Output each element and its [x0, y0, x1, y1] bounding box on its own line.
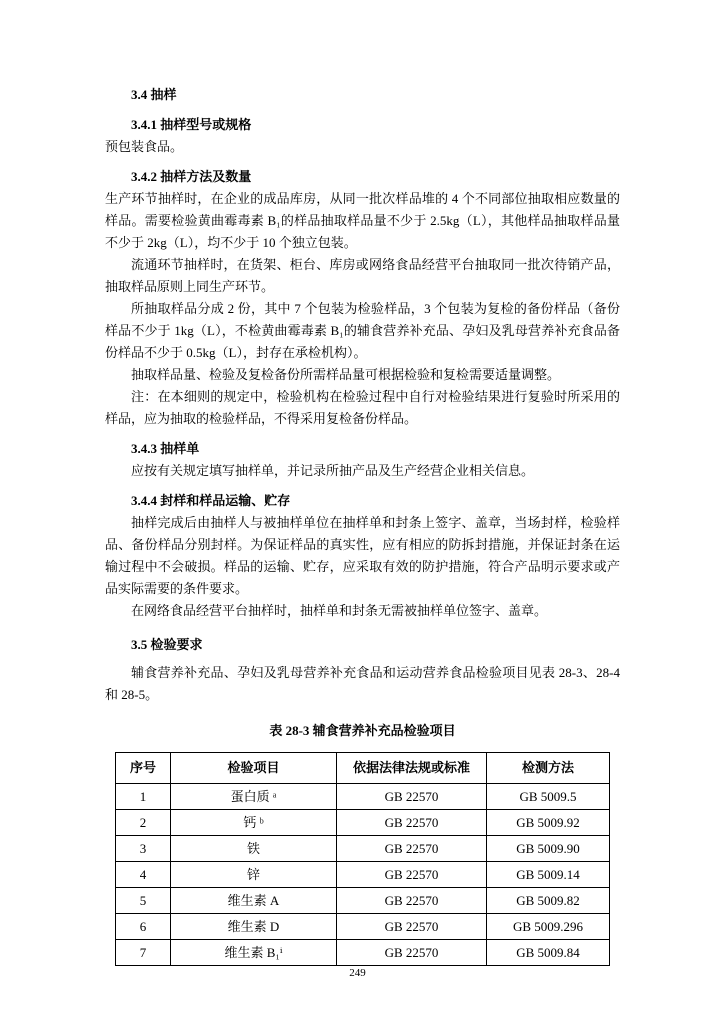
- table-row: [116, 784, 610, 810]
- cell-index: 1: [116, 784, 171, 810]
- cell-standard: GB 22570: [337, 810, 487, 836]
- table-row: [116, 940, 610, 966]
- cell-index: 6: [116, 914, 171, 940]
- cell-item: 锌: [171, 862, 337, 888]
- cell-standard: GB 22570: [337, 836, 487, 862]
- cell-method: GB 5009.5: [487, 784, 610, 810]
- cell-item: 铁: [171, 836, 337, 862]
- heading-3-4-3: 3.4.3 抽样单: [131, 441, 200, 456]
- column-header-item: 检验项目: [171, 753, 337, 784]
- cell-index: 5: [116, 888, 171, 914]
- paragraph-3-4-2-note: 注：在本细则的规定中，检验机构在检验过程中自行对检验结果进行复验时所采用的样品，应为抽取的检验样品，不得采用复检备份样品。: [105, 389, 620, 426]
- column-header-index: 序号: [116, 753, 171, 784]
- cell-item: 维生素 B₁ⁱ: [171, 940, 337, 966]
- cell-standard: GB 22570: [337, 940, 487, 966]
- cell-item: 维生素 D: [171, 914, 337, 940]
- table-header-row: [116, 753, 610, 784]
- table-row: [116, 836, 610, 862]
- paragraph-3-4-2-adjust: 抽取样品量、检验及复检备份所需样品量可根据检验和复检需要适量调整。: [131, 367, 561, 382]
- paragraph-3-4-2-circulation: 流通环节抽样时，在货架、柜台、库房或网络食品经营平台抽取同一批次待销产品，抽取样品原则上同生产环节。: [105, 257, 620, 294]
- table-row: [116, 914, 610, 940]
- cell-standard: GB 22570: [337, 914, 487, 940]
- paragraph-3-4-2-production: 生产环节抽样时，在企业的成品库房，从同一批次样品堆的 4 个不同部位抽取相应数量的样品。需要检验黄曲霉毒素 B₁的样品抽取样品量不少于 2.5kg（L），其他样品抽取样品量不少于 2kg（L），均不少于 10 个独立包装。: [105, 191, 620, 250]
- cell-index: 2: [116, 810, 171, 836]
- column-header-method: 检测方法: [487, 753, 610, 784]
- inspection-items-table: [115, 752, 610, 966]
- cell-method: GB 5009.82: [487, 888, 610, 914]
- cell-item: 蛋白质 ᵃ: [171, 784, 337, 810]
- heading-3-4-4: 3.4.4 封样和样品运输、贮存: [131, 493, 291, 508]
- cell-standard: GB 22570: [337, 888, 487, 914]
- paragraph-3-4-4-online: 在网络食品经营平台抽样时，抽样单和封条无需被抽样单位签字、盖章。: [131, 603, 548, 618]
- cell-index: 3: [116, 836, 171, 862]
- heading-3-4-2: 3.4.2 抽样方法及数量: [131, 169, 252, 184]
- paragraph-3-4-2-split: 所抽取样品分成 2 份，其中 7 个包装为检验样品，3 个包装为复检的备份样品（备份样品不少于 1kg（L），不检黄曲霉毒素 B₁的辅食营养补充品、孕妇及乳母营养补充食品备份样品不少于 0.5kg（L），封存在承检机构）。: [105, 301, 620, 360]
- heading-3-5: 3.5 检验要求: [131, 637, 203, 652]
- paragraph-3-4-1: 预包装食品。: [105, 139, 184, 154]
- cell-method: GB 5009.84: [487, 940, 610, 966]
- paragraph-3-4-3: 应按有关规定填写抽样单，并记录所抽产品及生产经营企业相关信息。: [131, 463, 535, 478]
- cell-standard: GB 22570: [337, 784, 487, 810]
- cell-item: 钙 ᵇ: [171, 810, 337, 836]
- paragraph-3-4-4-sealing: 抽样完成后由抽样人与被抽样单位在抽样单和封条上签字、盖章，当场封样，检验样品、备份样品分别封样。为保证样品的真实性，应有相应的防拆封措施，并保证封条在运输过程中不会破损。样品的运输、贮存，应采取有效的防护措施，符合产品明示要求或产品实际需要的条件要求。: [105, 515, 620, 596]
- cell-index: 4: [116, 862, 171, 888]
- cell-method: GB 5009.92: [487, 810, 610, 836]
- paragraph-3-5: 辅食营养补充品、孕妇及乳母营养补充食品和运动营养食品检验项目见表 28-3、28-4 和 28-5。: [105, 665, 620, 702]
- column-header-standard: 依据法律法规或标准: [337, 753, 487, 784]
- heading-3-4: 3.4 抽样: [131, 87, 177, 102]
- page-number: 249: [349, 967, 366, 979]
- page-content: [105, 84, 620, 966]
- cell-method: GB 5009.296: [487, 914, 610, 940]
- cell-item: 维生素 A: [171, 888, 337, 914]
- cell-standard: GB 22570: [337, 862, 487, 888]
- table-caption: 表 28-3 辅食营养补充品检验项目: [269, 723, 456, 738]
- cell-method: GB 5009.14: [487, 862, 610, 888]
- table-row: [116, 862, 610, 888]
- cell-method: GB 5009.90: [487, 836, 610, 862]
- table-row: [116, 888, 610, 914]
- cell-index: 7: [116, 940, 171, 966]
- heading-3-4-1: 3.4.1 抽样型号或规格: [131, 117, 252, 132]
- table-row: [116, 810, 610, 836]
